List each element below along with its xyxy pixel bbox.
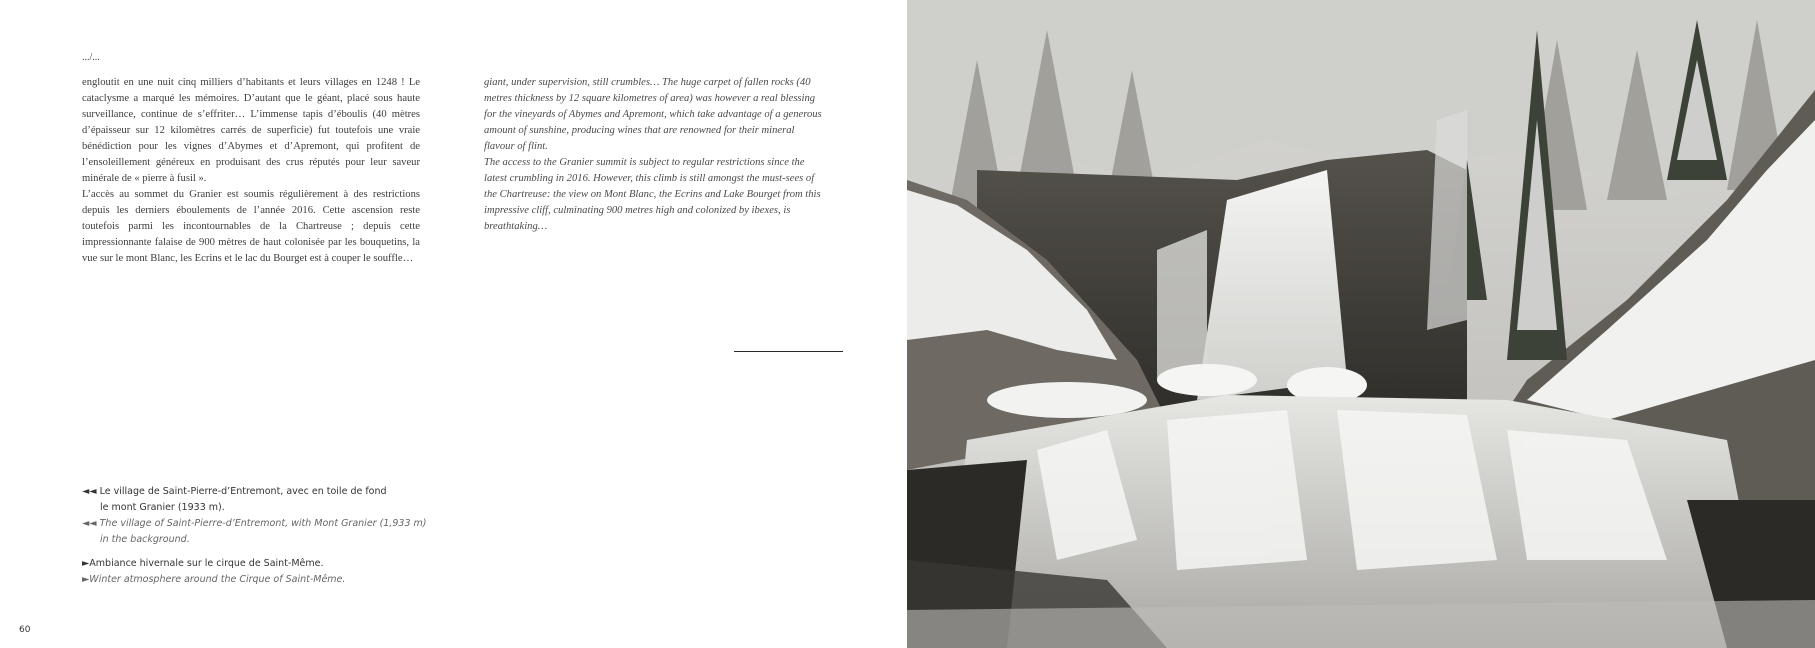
- photo-captions: [82, 484, 442, 588]
- caption-2-en: ►Winter atmosphere around the Cirque of Saint-Même.: [82, 574, 346, 585]
- page-number: 60: [19, 625, 31, 635]
- english-paragraph-1: giant, under supervision, still crumbles… The huge carpet of fallen rocks (40 metres thickness by 12 square kilometres of area) was however a real blessing for the vineyards of Abymes and Apremont, which take advantage of a generous amount of sunshine, producing wines that are renowned for their mineral flavour of flint.: [484, 77, 822, 152]
- french-paragraph-1: engloutit en une nuit cinq milliers d’habitants et leurs villages en 1248 ! Le cataclysme a marqué les mémoires. D’autant que le géant, placé sous haute surveillance, continue de s’effriter… L’immense tapis d’éboulis (40 mètres d’épaisseur sur 12 kilomètres carrés de superficie) fut toutefois une vraie bénédiction pour les vignes d’Abymes et d’Apremont, qui profitent de l’ensoleillement généreux en produisant des crus réputés pour leur saveur minérale de « pierre à fusil ».: [82, 77, 420, 184]
- english-text-column: [484, 75, 822, 235]
- left-page: [0, 0, 907, 648]
- french-text-column: [82, 75, 420, 267]
- divider-rule: [734, 351, 843, 352]
- continuation-mark: .../...: [82, 52, 100, 63]
- caption-1-fr-line-2: le mont Granier (1933 m).: [100, 502, 225, 513]
- caption-1-en-line-2: in the background.: [100, 534, 190, 545]
- caption-1-fr-line-1: ◄◄ Le village de Saint-Pierre-d’Entremont, avec en toile de fond: [82, 486, 387, 497]
- caption-2-fr: ►Ambiance hivernale sur le cirque de Saint-Même.: [82, 558, 324, 569]
- waterfall-photo: [907, 0, 1815, 648]
- caption-1-en-line-1: ◄◄ The village of Saint-Pierre-d’Entremont, with Mont Granier (1,933 m): [82, 518, 427, 529]
- french-paragraph-2: L’accès au sommet du Granier est soumis régulièrement à des restrictions depuis les derniers éboulements de l’année 2016. Cette ascension reste toutefois parmi les incontournables de la Chartreuse ; depuis cette impressionnante falaise de 900 mètres de haut colonisée par les bouquetins, la vue sur le mont Blanc, les Ecrins et le lac du Bourget est à couper le souffle…: [82, 189, 420, 264]
- english-paragraph-2: The access to the Granier summit is subject to regular restrictions since the latest crumbling in 2016. However, this climb is still amongst the must-sees of the Chartreuse: the view on Mont Blanc, the Ecrins and Lake Bourget from this impressive cliff, culminating 900 metres high and colonized by ibexes, is breathtaking…: [484, 157, 821, 232]
